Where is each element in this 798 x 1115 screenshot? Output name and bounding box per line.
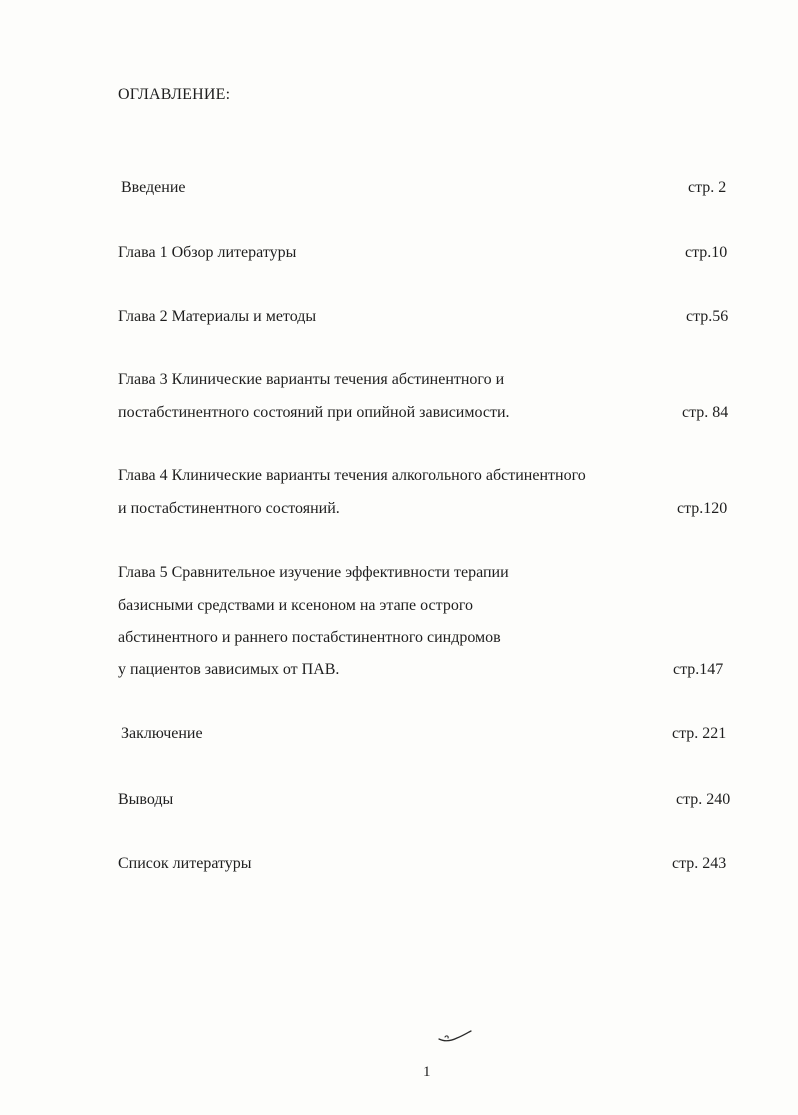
toc-entry-chapter5-page: стр.147 (673, 661, 724, 678)
toc-entry-chapter2-title: Глава 2 Материалы и методы (118, 308, 317, 325)
toc-entry-intro-page: стр. 2 (688, 179, 727, 196)
toc-entry-chapter3-line1: Глава 3 Клинические варианты течения абстинентного и (118, 371, 505, 388)
toc-entry-chapter4-line1: Глава 4 Клинические варианты течения алкогольного абстинентного (118, 467, 586, 484)
toc-entry-intro-title: Введение (121, 179, 186, 196)
toc-entry-chapter5-line4: у пациентов зависимых от ПАВ. (118, 661, 340, 678)
toc-entry-findings-title: Выводы (118, 791, 174, 808)
toc-entry-conclusion-title: Заключение (121, 725, 203, 742)
toc-entry-findings-page: стр. 240 (676, 791, 731, 808)
toc-entry-chapter3-page: стр. 84 (682, 404, 729, 421)
toc-entry-chapter1-page: стр.10 (685, 244, 728, 261)
toc-entry-conclusion-page: стр. 221 (672, 725, 727, 742)
toc-entry-references-page: стр. 243 (672, 855, 727, 872)
toc-entry-chapter1-title: Глава 1 Обзор литературы (118, 244, 297, 261)
toc-entry-chapter3-line2: постабстинентного состояний при опийной зависимости. (118, 404, 510, 421)
toc-entry-chapter5-line2: базисными средствами и ксеноном на этапе острого (118, 597, 473, 614)
handwritten-mark-icon (437, 1028, 473, 1044)
toc-entry-chapter2-page: стр.56 (686, 308, 729, 325)
toc-entry-chapter5-line1: Глава 5 Сравнительное изучение эффективности терапии (118, 564, 509, 581)
toc-entry-chapter5-line3: абстинентного и раннего постабстинентного синдромов (118, 629, 501, 646)
toc-entry-references-title: Список литературы (118, 855, 252, 872)
toc-entry-chapter4-line2: и постабстинентного состояний. (118, 500, 340, 517)
toc-heading: ОГЛАВЛЕНИЕ: (118, 86, 231, 103)
page-number: 1 (423, 1064, 431, 1080)
toc-entry-chapter4-page: стр.120 (677, 500, 728, 517)
